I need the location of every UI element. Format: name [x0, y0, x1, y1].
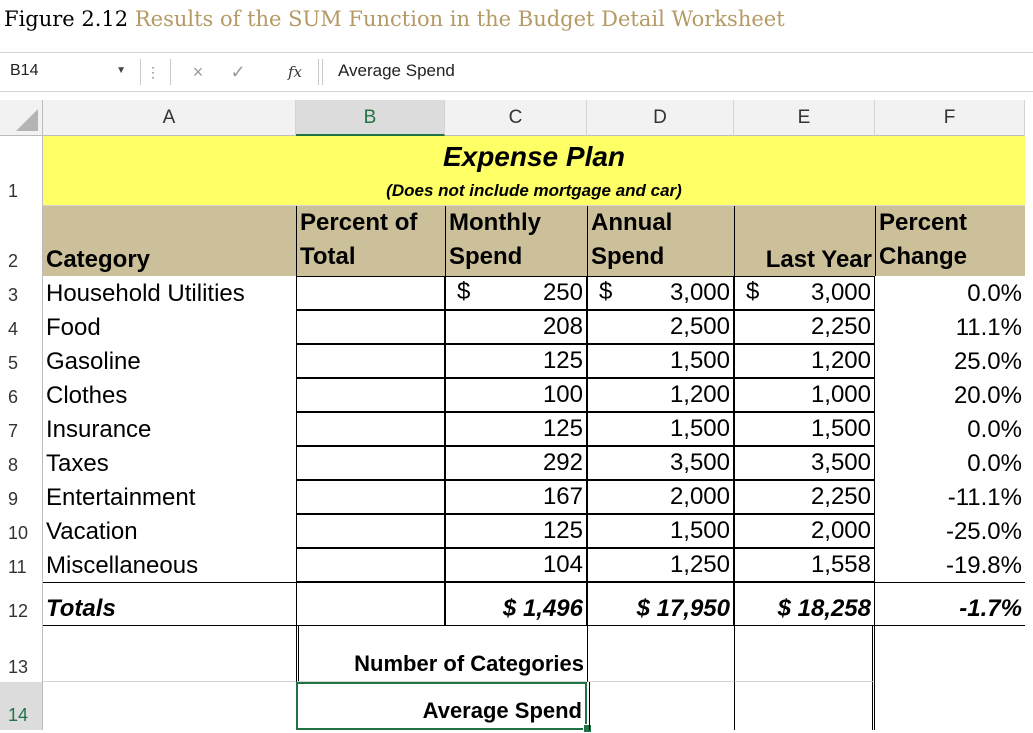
number-of-categories-label[interactable]: Number of Categories: [296, 626, 587, 682]
percent-total-cell[interactable]: [296, 446, 445, 480]
row-header-13[interactable]: 13: [0, 626, 43, 682]
annual-spend-cell[interactable]: 3,000: [587, 276, 734, 310]
percent-change-cell[interactable]: 0.0%: [967, 416, 1022, 443]
cell-a13[interactable]: [43, 626, 296, 682]
formula-bar-divider: [322, 59, 323, 85]
annual-spend-cell[interactable]: 1,500: [587, 412, 734, 446]
row-header-7[interactable]: 7: [0, 412, 43, 446]
row-header-1[interactable]: 1: [0, 136, 43, 206]
figure-title: Results of the SUM Function in the Budget Detail Worksheet: [134, 7, 785, 31]
category-cell[interactable]: Food: [46, 314, 101, 341]
totals-percent-cell[interactable]: [296, 582, 445, 626]
vertical-dots-icon[interactable]: ⋮: [146, 64, 160, 80]
row-header-12[interactable]: 12: [0, 582, 43, 626]
column-header-d[interactable]: D: [587, 100, 734, 136]
last-year-cell[interactable]: 2,250: [734, 310, 875, 344]
column-header-c[interactable]: C: [445, 100, 587, 136]
monthly-spend-cell[interactable]: 167: [445, 480, 587, 514]
last-year-cell[interactable]: 2,250: [734, 480, 875, 514]
insert-function-icon[interactable]: fx: [287, 63, 302, 81]
last-year-cell[interactable]: 3,500: [734, 446, 875, 480]
totals-last-year[interactable]: $ 18,258: [734, 582, 875, 626]
category-cell[interactable]: Insurance: [46, 416, 152, 443]
header-last-year[interactable]: Last Year: [734, 206, 875, 276]
name-box[interactable]: [6, 57, 134, 85]
name-box-value: B14: [10, 62, 39, 79]
header-monthly-spend[interactable]: [445, 206, 587, 276]
annual-spend-cell[interactable]: 1,500: [587, 514, 734, 548]
annual-spend-cell[interactable]: 3,500: [587, 446, 734, 480]
percent-change-cell[interactable]: -25.0%: [945, 518, 1022, 545]
column-header-f[interactable]: F: [875, 100, 1025, 136]
monthly-spend-cell[interactable]: 125: [445, 412, 587, 446]
currency-symbol: $: [599, 278, 613, 305]
select-all-triangle-icon: [16, 109, 38, 131]
percent-change-cell[interactable]: -19.8%: [945, 552, 1022, 579]
header-percent-total-line2: Total: [300, 243, 356, 270]
percent-change-cell[interactable]: -11.1%: [947, 484, 1022, 511]
header-annual-line1: Annual: [591, 209, 673, 236]
column-header-a[interactable]: A: [43, 100, 296, 136]
percent-change-cell[interactable]: 0.0%: [967, 450, 1022, 477]
column-header-e[interactable]: E: [734, 100, 875, 136]
row-header-10[interactable]: 10: [0, 514, 43, 548]
totals-change[interactable]: -1.7%: [875, 582, 1025, 626]
category-cell[interactable]: Vacation: [46, 518, 138, 545]
annual-spend-cell[interactable]: 1,200: [587, 378, 734, 412]
header-change-line1: Percent: [879, 209, 968, 236]
percent-total-cell[interactable]: [296, 548, 445, 582]
header-change-line2: Change: [879, 243, 968, 270]
row-header-4[interactable]: 4: [0, 310, 43, 344]
sheet-title: Expense Plan: [442, 141, 626, 172]
last-year-cell[interactable]: 1,500: [734, 412, 875, 446]
cell-d14[interactable]: [589, 682, 734, 730]
row-header-3[interactable]: 3: [0, 276, 43, 310]
percent-total-cell[interactable]: [296, 480, 445, 514]
category-cell[interactable]: Household Utilities: [46, 280, 245, 307]
formula-bar: [0, 52, 1033, 92]
column-header-b[interactable]: B: [296, 100, 445, 136]
average-spend-label[interactable]: Average Spend: [296, 682, 587, 730]
monthly-spend-cell[interactable]: 100: [445, 378, 587, 412]
currency-symbol: $: [746, 278, 760, 305]
last-year-cell[interactable]: 2,000: [734, 514, 875, 548]
row-header-5[interactable]: 5: [0, 344, 43, 378]
annual-spend-cell[interactable]: 1,250: [587, 548, 734, 582]
annual-spend-cell[interactable]: 1,500: [587, 344, 734, 378]
select-all-button[interactable]: [0, 100, 43, 136]
row-header-11[interactable]: 11: [0, 548, 43, 582]
last-year-cell[interactable]: 1,558: [734, 548, 875, 582]
percent-change-cell[interactable]: 25.0%: [953, 348, 1022, 375]
formula-input[interactable]: Average Spend: [338, 61, 455, 80]
cell-e14[interactable]: [734, 682, 875, 730]
figure-caption: [4, 2, 785, 36]
enter-check-icon[interactable]: ✓: [230, 62, 246, 82]
last-year-cell[interactable]: 3,000: [734, 276, 875, 310]
header-category[interactable]: Category: [46, 246, 151, 273]
last-year-cell[interactable]: 1,200: [734, 344, 875, 378]
header-annual-line2: Spend: [591, 243, 665, 270]
cancel-icon[interactable]: ×: [192, 62, 204, 82]
formula-bar-divider: [318, 59, 319, 85]
sheet-subtitle: (Does not include mortgage and car): [386, 181, 682, 200]
category-cell[interactable]: Gasoline: [46, 348, 141, 375]
percent-total-cell[interactable]: [296, 378, 445, 412]
monthly-spend-cell[interactable]: 250: [445, 276, 587, 310]
totals-annual[interactable]: $ 17,950: [587, 582, 734, 626]
percent-total-cell[interactable]: [296, 412, 445, 446]
percent-total-cell[interactable]: [296, 310, 445, 344]
header-percent-total[interactable]: [296, 206, 445, 276]
formula-bar-divider: [170, 59, 171, 85]
currency-symbol: $: [457, 278, 471, 305]
percent-total-cell[interactable]: [296, 276, 445, 310]
row-header-2[interactable]: 2: [0, 206, 43, 276]
percent-total-cell[interactable]: [296, 514, 445, 548]
header-monthly-line2: Spend: [449, 243, 523, 270]
figure-number: Figure 2.12: [4, 7, 129, 31]
chevron-down-icon[interactable]: ▼: [116, 65, 126, 76]
header-percent-total-line1: Percent of: [300, 209, 418, 236]
percent-total-cell[interactable]: [296, 344, 445, 378]
annual-spend-cell[interactable]: 2,000: [587, 480, 734, 514]
percent-change-cell[interactable]: 11.1%: [955, 314, 1022, 341]
totals-monthly[interactable]: $ 1,496: [445, 582, 587, 626]
cell-e13[interactable]: [734, 626, 875, 682]
formula-bar-divider: [140, 59, 141, 85]
category-cell[interactable]: Taxes: [46, 450, 109, 477]
monthly-spend-cell[interactable]: 104: [445, 548, 587, 582]
totals-label[interactable]: Totals: [43, 582, 296, 626]
category-cell[interactable]: Clothes: [46, 382, 128, 409]
category-cell[interactable]: Entertainment: [46, 484, 196, 511]
row-header-8[interactable]: 8: [0, 446, 43, 480]
annual-spend-cell[interactable]: 2,500: [587, 310, 734, 344]
category-cell[interactable]: Miscellaneous: [46, 552, 199, 579]
row-header-14[interactable]: 14: [0, 682, 43, 730]
worksheet-grid: [0, 100, 1033, 730]
header-percent-change[interactable]: [875, 206, 1025, 276]
percent-change-cell[interactable]: 0.0%: [967, 280, 1022, 307]
monthly-spend-cell[interactable]: 292: [445, 446, 587, 480]
monthly-spend-cell[interactable]: 208: [445, 310, 587, 344]
header-annual-spend[interactable]: [587, 206, 734, 276]
row-header-6[interactable]: 6: [0, 378, 43, 412]
last-year-cell[interactable]: 1,000: [734, 378, 875, 412]
monthly-spend-cell[interactable]: 125: [445, 514, 587, 548]
percent-change-cell[interactable]: 20.0%: [953, 382, 1022, 409]
cell-d13[interactable]: [587, 626, 734, 682]
cell-a14[interactable]: [43, 682, 296, 730]
monthly-spend-cell[interactable]: 125: [445, 344, 587, 378]
header-monthly-line1: Monthly: [449, 209, 541, 236]
row-header-9[interactable]: 9: [0, 480, 43, 514]
